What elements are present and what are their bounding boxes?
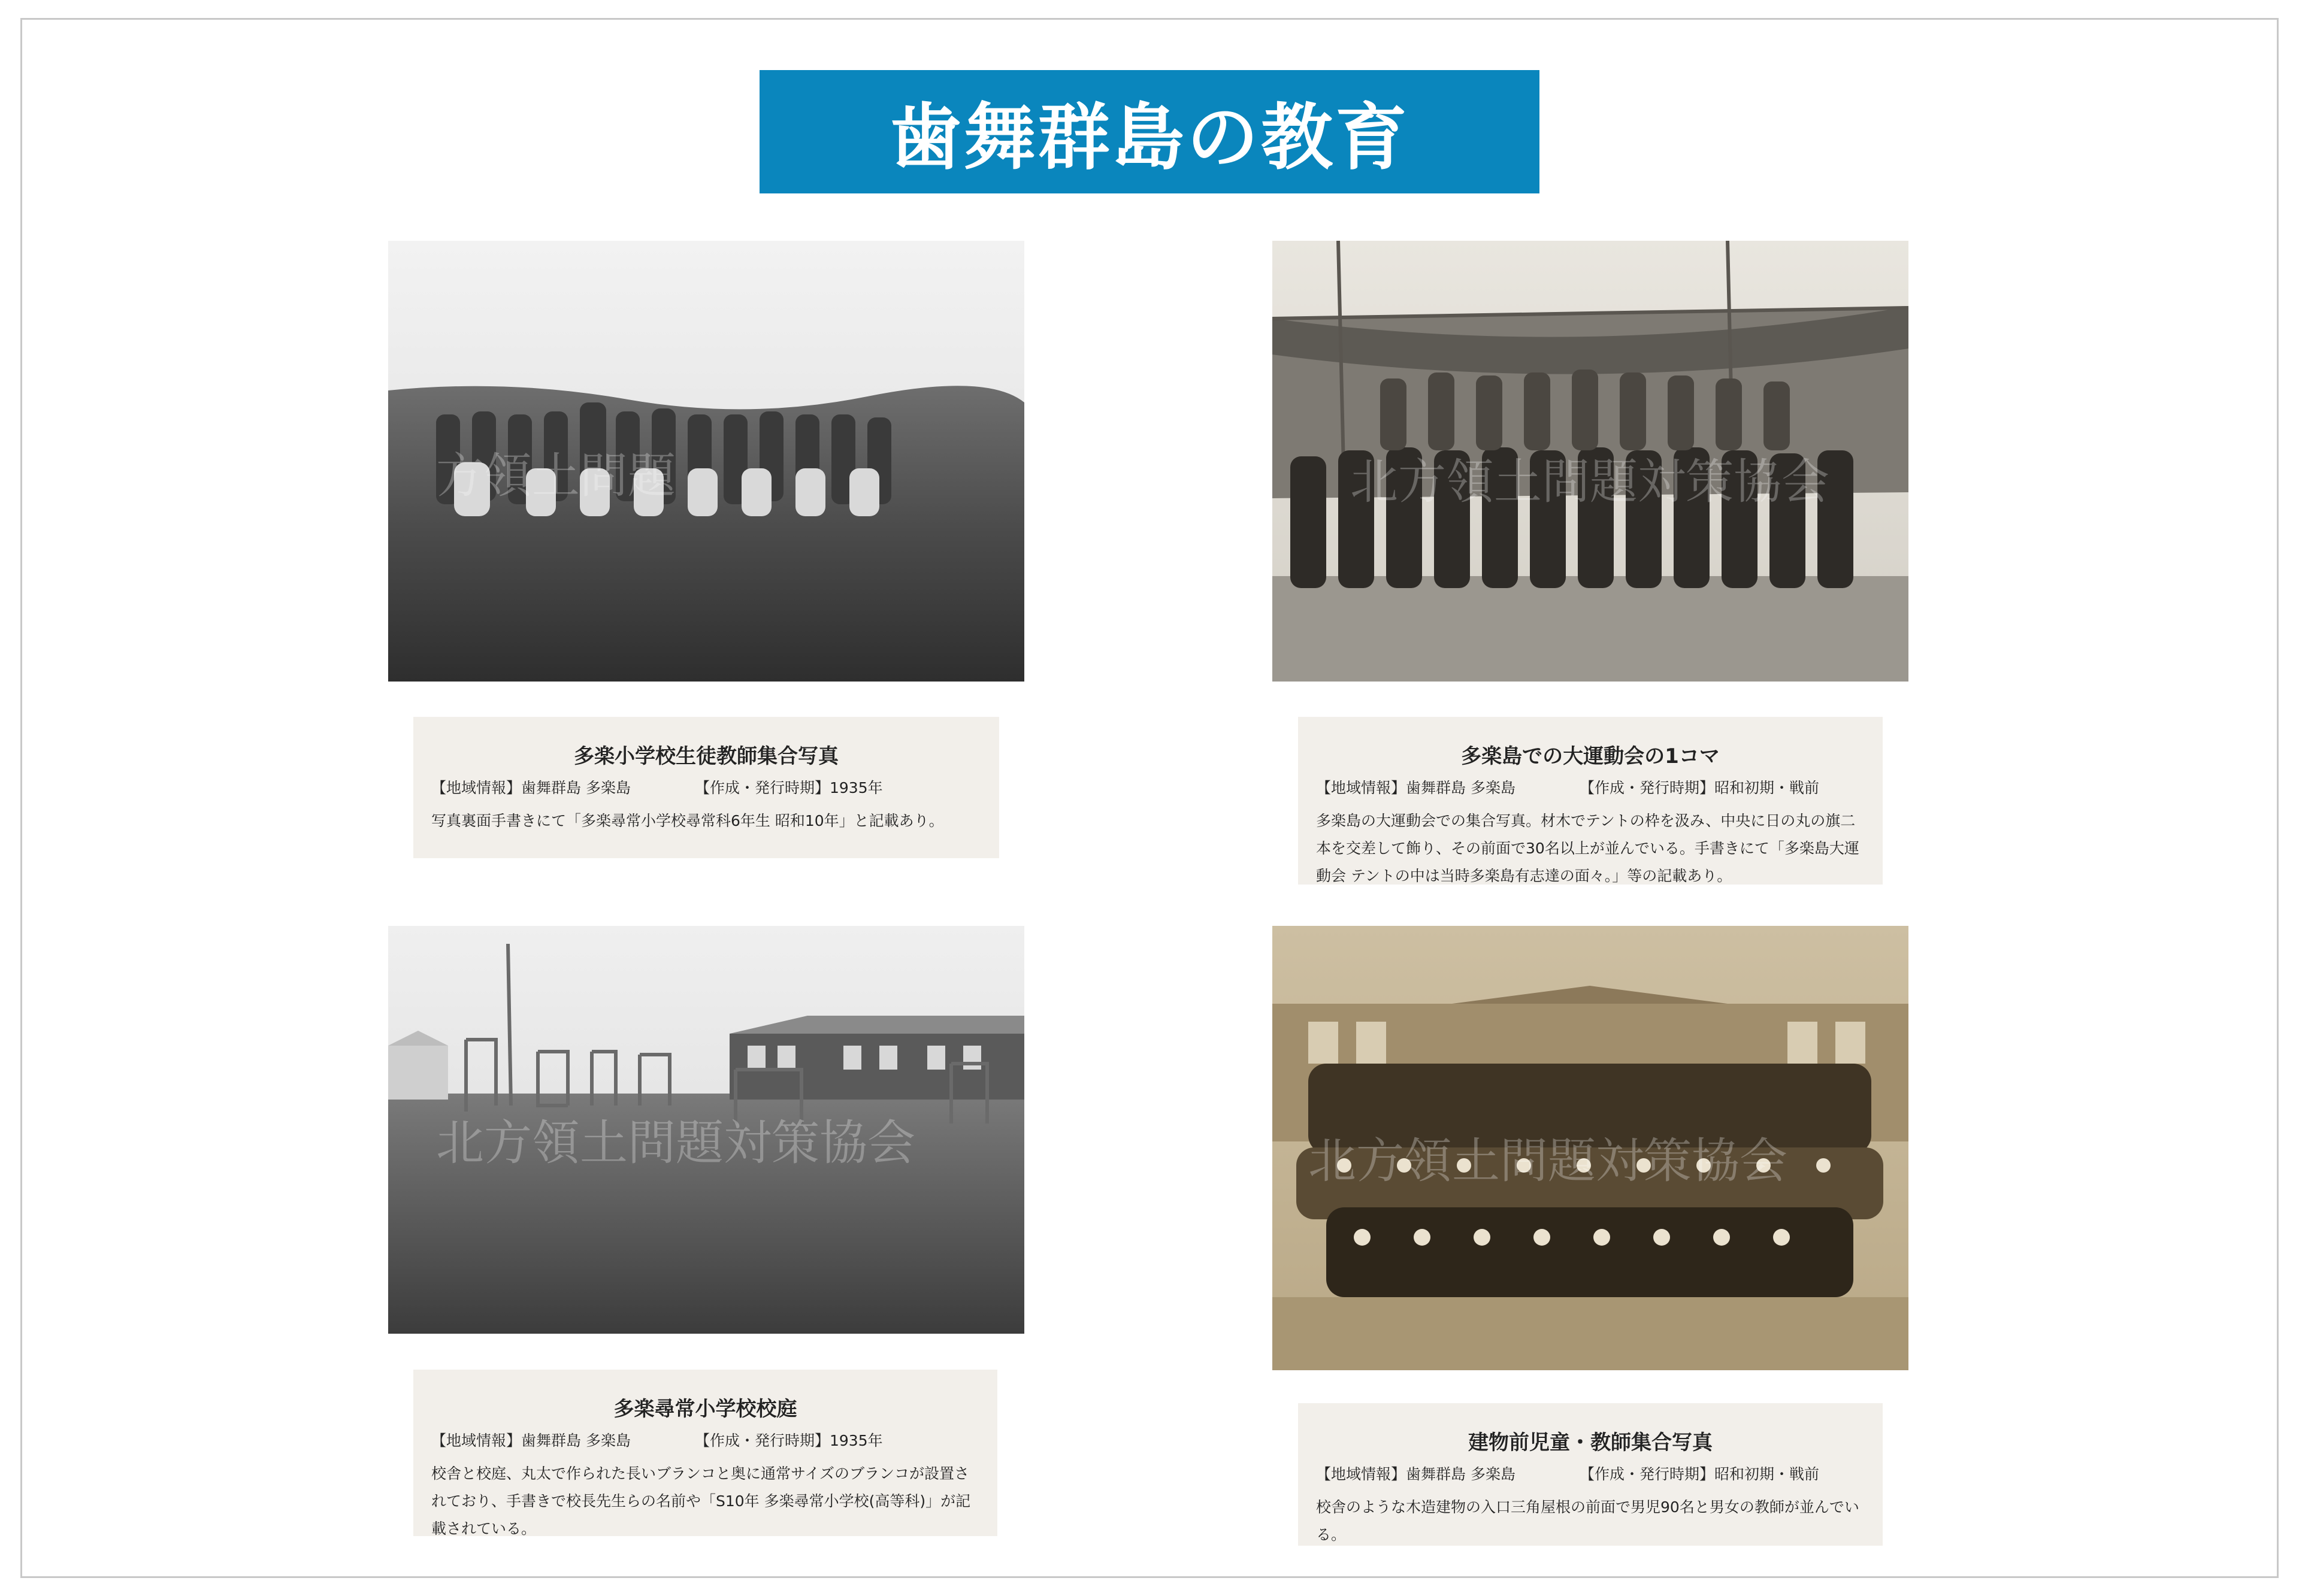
caption-info — [431, 1429, 979, 1450]
caption-info — [1316, 776, 1865, 798]
caption-text: 校舎と校庭、丸太で作られた長いブランコと奥に通常サイズのブランコが設置されており、手書きで校長先生らの名前や「S10年 多楽尋常小学校(高等科)」が記載されている。 — [431, 1465, 971, 1537]
caption-card-2 — [1298, 717, 1883, 885]
caption-info — [1316, 1462, 1865, 1484]
caption-region: 【地域情報】歯舞群島 多楽島 — [431, 1432, 631, 1449]
caption-region: 【地域情報】歯舞群島 多楽島 — [431, 779, 631, 797]
photo-school-group-image — [388, 241, 1024, 682]
photo-building-group-image — [1272, 926, 1908, 1370]
photo3-watermark: 北方領土問題対策協会 — [436, 1115, 915, 1171]
photo2-watermark: 北方領土問題対策協会 — [1350, 454, 1829, 510]
page-frame — [20, 18, 2279, 1578]
caption-text: 校舎のような木造建物の入口三角屋根の前面で男児90名と男女の教師が並んでいる。 — [1316, 1498, 1859, 1543]
photo-sports-day-image — [1272, 241, 1908, 682]
photo4-watermark: 北方領土問題対策協会 — [1308, 1133, 1787, 1189]
caption-period: 【作成・発行時期】1935年 — [695, 779, 883, 797]
caption-title: 多楽小学校生徒教師集合写真 — [574, 744, 839, 768]
photo1-watermark: 方領土問題 — [436, 448, 676, 504]
title-banner — [760, 70, 1539, 193]
caption-card-4 — [1298, 1403, 1883, 1546]
caption-period: 【作成・発行時期】昭和初期・戦前 — [1580, 1465, 1820, 1483]
caption-title: 建物前児童・教師集合写真 — [1468, 1431, 1713, 1455]
caption-card-3 — [413, 1370, 997, 1536]
caption-info — [431, 776, 981, 798]
photo-building-group — [1272, 926, 1908, 1370]
photo-school-group — [388, 241, 1024, 682]
page-title: 歯舞群島の教育 — [890, 95, 1409, 180]
photo-schoolyard-image — [388, 926, 1024, 1334]
caption-text: 写真裏面手書きにて「多楽尋常小学校尋常科6年生 昭和10年」と記載あり。 — [431, 812, 944, 829]
caption-region: 【地域情報】歯舞群島 多楽島 — [1316, 1465, 1515, 1483]
caption-period: 【作成・発行時期】昭和初期・戦前 — [1580, 779, 1820, 797]
caption-title: 多楽島での大運動会の1コマ — [1461, 744, 1720, 768]
caption-card-1 — [413, 717, 999, 858]
caption-title: 多楽尋常小学校校庭 — [613, 1397, 797, 1421]
caption-text: 多楽島の大運動会での集合写真。材木でテントの枠を汲み、中央に日の丸の旗二本を交差して飾り、その前面で30名以上が並んでいる。手書きにて「多楽島大運動会 テントの中は当時多楽島有志達の面々。」等の記載あり。 — [1316, 812, 1859, 885]
photo-sports-day — [1272, 241, 1908, 682]
photo-schoolyard — [388, 926, 1024, 1334]
caption-period: 【作成・発行時期】1935年 — [695, 1432, 883, 1449]
caption-region: 【地域情報】歯舞群島 多楽島 — [1316, 779, 1515, 797]
